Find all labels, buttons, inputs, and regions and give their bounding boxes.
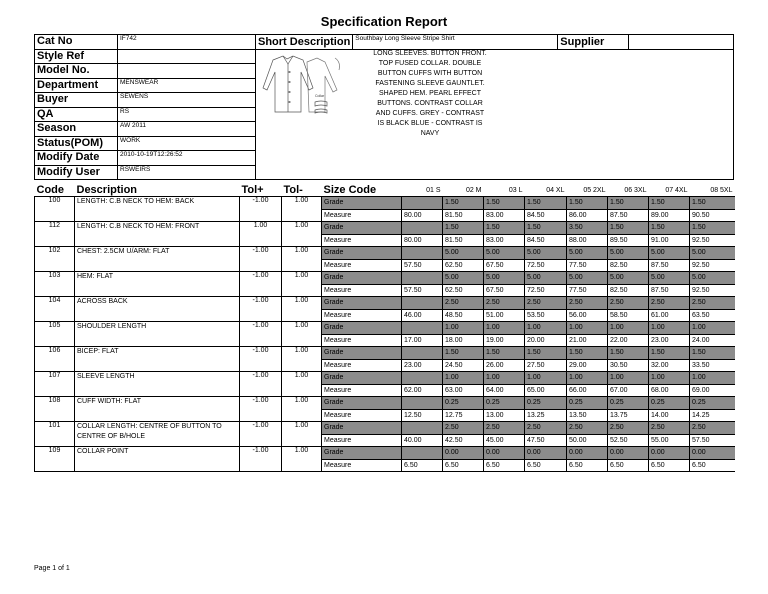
- tol-minus-cell: 1.00: [282, 197, 322, 222]
- grade-cell: 2.50: [608, 297, 649, 310]
- cat-no-label: Cat No: [35, 35, 118, 50]
- grade-cell: 0.25: [608, 397, 649, 410]
- measure-label: Measure: [322, 284, 402, 297]
- measure-cell: 55.00: [649, 434, 690, 447]
- grade-cell: [402, 372, 443, 385]
- tol-minus-cell: 1.00: [282, 222, 322, 247]
- measure-cell: 83.00: [484, 209, 525, 222]
- measure-cell: 22.00: [608, 334, 649, 347]
- measure-cell: 27.50: [525, 359, 567, 372]
- measure-cell: 6.50: [402, 459, 443, 472]
- status-label: Status(POM): [35, 136, 118, 151]
- grade-cell: 1.00: [525, 372, 567, 385]
- grade-cell: 1.00: [608, 322, 649, 335]
- code-cell: 106: [35, 347, 75, 372]
- measure-cell: 13.25: [525, 409, 567, 422]
- table-row: [35, 372, 735, 385]
- grade-cell: 2.50: [443, 422, 484, 435]
- spec-table-header: [35, 184, 735, 197]
- measure-label: Measure: [322, 309, 402, 322]
- tol-plus-cell: -1.00: [240, 247, 282, 272]
- measure-cell: 92.50: [690, 234, 735, 247]
- measure-cell: 20.00: [525, 334, 567, 347]
- measure-cell: 24.50: [443, 359, 484, 372]
- grade-cell: 0.00: [608, 447, 649, 460]
- measure-cell: 80.00: [402, 234, 443, 247]
- measure-cell: 6.50: [690, 459, 735, 472]
- measure-cell: 92.50: [690, 284, 735, 297]
- grade-cell: 1.50: [484, 222, 525, 235]
- tol-plus-cell: -1.00: [240, 347, 282, 372]
- measure-cell: 19.00: [484, 334, 525, 347]
- measure-cell: 62.00: [402, 384, 443, 397]
- measure-cell: 56.00: [567, 309, 608, 322]
- measure-cell: 63.50: [690, 309, 735, 322]
- grade-cell: 2.50: [484, 297, 525, 310]
- code-cell: 101: [35, 422, 75, 447]
- measure-label: Measure: [322, 459, 402, 472]
- measure-cell: 61.00: [649, 309, 690, 322]
- report-title: Specification Report: [320, 14, 448, 29]
- measure-cell: 81.50: [443, 209, 484, 222]
- grade-cell: [402, 272, 443, 285]
- qa-value: RS: [118, 107, 256, 122]
- grade-cell: 0.00: [484, 447, 525, 460]
- measure-cell: 57.50: [690, 434, 735, 447]
- code-cell: 103: [35, 272, 75, 297]
- grade-cell: [402, 197, 443, 210]
- department-value: MENSWEAR: [118, 78, 256, 93]
- table-row: [35, 422, 735, 435]
- measure-label: Measure: [322, 334, 402, 347]
- grade-label: Grade: [322, 297, 402, 310]
- measure-cell: 67.50: [484, 259, 525, 272]
- measure-label: Measure: [322, 234, 402, 247]
- grade-label: Grade: [322, 272, 402, 285]
- measure-cell: 67.00: [608, 384, 649, 397]
- grade-cell: 1.50: [608, 222, 649, 235]
- grade-cell: 1.00: [484, 322, 525, 335]
- measure-cell: 14.25: [690, 409, 735, 422]
- size-header: 07 4XL: [649, 184, 690, 197]
- cat-no-value: IF742: [118, 35, 256, 50]
- measure-cell: 24.00: [690, 334, 735, 347]
- grade-cell: 1.50: [649, 197, 690, 210]
- measure-cell: 63.00: [443, 384, 484, 397]
- tol-minus-header: Tol-: [282, 184, 322, 197]
- status-value: WORK: [118, 136, 256, 151]
- style-ref-value: [118, 49, 256, 64]
- grade-cell: 1.00: [443, 322, 484, 335]
- grade-cell: 1.00: [649, 322, 690, 335]
- grade-cell: 5.00: [608, 272, 649, 285]
- grade-cell: 1.00: [443, 372, 484, 385]
- measure-cell: 87.50: [649, 259, 690, 272]
- grade-cell: 5.00: [443, 272, 484, 285]
- buyer-label: Buyer: [35, 93, 118, 108]
- grade-cell: [402, 422, 443, 435]
- department-label: Department: [35, 78, 118, 93]
- grade-cell: 1.50: [567, 347, 608, 360]
- grade-cell: 1.00: [484, 372, 525, 385]
- size-header: 04 XL: [525, 184, 567, 197]
- grade-cell: 1.00: [690, 372, 735, 385]
- grade-label: Grade: [322, 347, 402, 360]
- page-footer: Page 1 of 1: [34, 565, 70, 572]
- grade-cell: 0.25: [443, 397, 484, 410]
- grade-cell: 2.50: [525, 297, 567, 310]
- description-cell: ACROSS BACK: [75, 297, 240, 322]
- grade-cell: 0.25: [649, 397, 690, 410]
- measure-label: Measure: [322, 384, 402, 397]
- modify-user-value: RSWEIRS: [118, 165, 256, 180]
- grade-cell: 2.50: [525, 422, 567, 435]
- tol-minus-cell: 1.00: [282, 422, 322, 447]
- description-cell: CUFF WIDTH: FLAT: [75, 397, 240, 422]
- grade-cell: 1.50: [690, 222, 735, 235]
- description-cell: LENGTH: C.B NECK TO HEM: FRONT: [75, 222, 240, 247]
- measure-cell: 13.75: [608, 409, 649, 422]
- measure-cell: 80.00: [402, 209, 443, 222]
- size-header: 01 S: [402, 184, 443, 197]
- measure-label: Measure: [322, 434, 402, 447]
- supplier-label: Supplier: [558, 35, 629, 50]
- measure-cell: 91.00: [649, 234, 690, 247]
- grade-cell: 5.00: [649, 272, 690, 285]
- grade-label: Grade: [322, 372, 402, 385]
- measure-cell: 72.50: [525, 284, 567, 297]
- description-cell: SHOULDER LENGTH: [75, 322, 240, 347]
- tol-plus-cell: -1.00: [240, 197, 282, 222]
- measure-cell: 45.00: [484, 434, 525, 447]
- measure-cell: 46.00: [402, 309, 443, 322]
- measure-cell: 18.00: [443, 334, 484, 347]
- description-header: Description: [75, 184, 240, 197]
- measure-cell: 51.00: [484, 309, 525, 322]
- table-row: [35, 397, 735, 410]
- measure-cell: 57.50: [402, 259, 443, 272]
- grade-cell: 0.25: [567, 397, 608, 410]
- tol-minus-cell: 1.00: [282, 447, 322, 472]
- grade-cell: 1.50: [649, 222, 690, 235]
- buyer-value: SEWENS: [118, 93, 256, 108]
- grade-label: Grade: [322, 222, 402, 235]
- measure-cell: 33.50: [690, 359, 735, 372]
- measure-cell: 62.50: [443, 284, 484, 297]
- code-cell: 105: [35, 322, 75, 347]
- measure-cell: 40.00: [402, 434, 443, 447]
- size-header: 06 3XL: [608, 184, 649, 197]
- measure-cell: 77.50: [567, 259, 608, 272]
- measure-cell: 86.00: [567, 209, 608, 222]
- grade-cell: [402, 347, 443, 360]
- grade-cell: 1.00: [567, 322, 608, 335]
- supplier-value: [629, 35, 734, 50]
- grade-cell: 0.00: [567, 447, 608, 460]
- measure-cell: 53.50: [525, 309, 567, 322]
- grade-cell: 0.25: [525, 397, 567, 410]
- grade-cell: 1.50: [608, 197, 649, 210]
- grade-cell: 5.00: [690, 247, 735, 260]
- measure-cell: 48.50: [443, 309, 484, 322]
- grade-cell: [402, 397, 443, 410]
- measure-cell: 77.50: [567, 284, 608, 297]
- spec-table: [34, 184, 735, 472]
- grade-cell: 0.00: [525, 447, 567, 460]
- sketch-label: Collar: [315, 94, 325, 98]
- measure-label: Measure: [322, 209, 402, 222]
- measure-cell: 42.50: [443, 434, 484, 447]
- grade-cell: 5.00: [484, 272, 525, 285]
- grade-cell: 0.00: [649, 447, 690, 460]
- season-label: Season: [35, 122, 118, 137]
- size-header: 03 L: [484, 184, 525, 197]
- code-cell: 108: [35, 397, 75, 422]
- tol-plus-header: Tol+: [240, 184, 282, 197]
- tol-plus-cell: -1.00: [240, 322, 282, 347]
- measure-cell: 26.00: [484, 359, 525, 372]
- measure-cell: 6.50: [567, 459, 608, 472]
- grade-cell: 1.00: [525, 322, 567, 335]
- grade-cell: 1.50: [608, 347, 649, 360]
- size-code-header: Size Code: [322, 184, 402, 197]
- modify-user-label: Modify User: [35, 165, 118, 180]
- grade-cell: 1.00: [649, 372, 690, 385]
- tol-plus-cell: -1.00: [240, 372, 282, 397]
- grade-label: Grade: [322, 322, 402, 335]
- grade-label: Grade: [322, 197, 402, 210]
- grade-cell: 5.00: [690, 272, 735, 285]
- shirt-sketch: [255, 50, 345, 125]
- grade-cell: 5.00: [608, 247, 649, 260]
- grade-cell: 1.50: [484, 347, 525, 360]
- season-value: AW 2011: [118, 122, 256, 137]
- measure-cell: 68.00: [649, 384, 690, 397]
- measure-cell: 58.50: [608, 309, 649, 322]
- grade-cell: 0.00: [443, 447, 484, 460]
- measure-cell: 57.50: [402, 284, 443, 297]
- tol-plus-cell: -1.00: [240, 422, 282, 447]
- tol-plus-cell: -1.00: [240, 397, 282, 422]
- code-cell: 102: [35, 247, 75, 272]
- tol-plus-cell: -1.00: [240, 297, 282, 322]
- description-cell: COLLAR POINT: [75, 447, 240, 472]
- grade-label: Grade: [322, 397, 402, 410]
- measure-cell: 23.00: [649, 334, 690, 347]
- measure-cell: 92.50: [690, 259, 735, 272]
- grade-cell: 1.50: [484, 197, 525, 210]
- tol-minus-cell: 1.00: [282, 272, 322, 297]
- grade-cell: 1.50: [649, 347, 690, 360]
- measure-cell: 82.50: [608, 284, 649, 297]
- grade-cell: 3.50: [567, 222, 608, 235]
- table-row: [35, 322, 735, 335]
- measure-cell: 17.00: [402, 334, 443, 347]
- measure-cell: 90.50: [690, 209, 735, 222]
- measure-cell: 30.50: [608, 359, 649, 372]
- grade-cell: 1.50: [443, 197, 484, 210]
- measure-cell: 52.50: [608, 434, 649, 447]
- grade-cell: 5.00: [567, 272, 608, 285]
- grade-cell: 0.25: [690, 397, 735, 410]
- qa-label: QA: [35, 107, 118, 122]
- tol-minus-cell: 1.00: [282, 297, 322, 322]
- grade-cell: 1.00: [608, 372, 649, 385]
- short-description-label: Short Description: [256, 35, 353, 50]
- measure-cell: 89.50: [608, 234, 649, 247]
- code-cell: 104: [35, 297, 75, 322]
- grade-cell: 1.50: [567, 197, 608, 210]
- measure-cell: 69.00: [690, 384, 735, 397]
- grade-label: Grade: [322, 422, 402, 435]
- measure-cell: 6.50: [443, 459, 484, 472]
- grade-cell: [402, 297, 443, 310]
- grade-label: Grade: [322, 447, 402, 460]
- grade-label: Grade: [322, 247, 402, 260]
- tol-plus-cell: -1.00: [240, 272, 282, 297]
- grade-cell: 1.50: [525, 197, 567, 210]
- description-cell: HEM: FLAT: [75, 272, 240, 297]
- measure-cell: 23.00: [402, 359, 443, 372]
- measure-cell: 87.50: [649, 284, 690, 297]
- grade-cell: 5.00: [525, 247, 567, 260]
- description-cell: SLEEVE LENGTH: [75, 372, 240, 397]
- grade-cell: 2.50: [443, 297, 484, 310]
- grade-cell: 2.50: [690, 297, 735, 310]
- measure-cell: 29.00: [567, 359, 608, 372]
- grade-cell: 5.00: [525, 272, 567, 285]
- measure-cell: 84.50: [525, 234, 567, 247]
- size-header: 08 5XL: [690, 184, 735, 197]
- grade-cell: 1.50: [690, 197, 735, 210]
- grade-cell: 1.50: [690, 347, 735, 360]
- table-row: [35, 197, 735, 210]
- measure-label: Measure: [322, 359, 402, 372]
- grade-cell: 5.00: [567, 247, 608, 260]
- measure-cell: 72.50: [525, 259, 567, 272]
- tol-minus-cell: 1.00: [282, 397, 322, 422]
- grade-cell: 1.50: [525, 222, 567, 235]
- code-cell: 109: [35, 447, 75, 472]
- measure-label: Measure: [322, 409, 402, 422]
- grade-cell: 2.50: [484, 422, 525, 435]
- grade-cell: 2.50: [567, 297, 608, 310]
- table-row: [35, 272, 735, 285]
- grade-cell: 2.50: [649, 422, 690, 435]
- measure-cell: 64.00: [484, 384, 525, 397]
- description-cell: LENGTH: C.B NECK TO HEM: BACK: [75, 197, 240, 222]
- modify-date-value: 2010-10-19T12:26:52: [118, 151, 256, 166]
- description-cell: BICEP: FLAT: [75, 347, 240, 372]
- table-row: [35, 222, 735, 235]
- measure-cell: 81.50: [443, 234, 484, 247]
- table-row: [35, 447, 735, 460]
- short-description-value: Southbay Long Sleeve Stripe Shirt: [353, 35, 558, 50]
- measure-cell: 6.50: [484, 459, 525, 472]
- tol-minus-cell: 1.00: [282, 372, 322, 397]
- measure-label: Measure: [322, 259, 402, 272]
- measure-cell: 88.00: [567, 234, 608, 247]
- measure-cell: 32.00: [649, 359, 690, 372]
- grade-cell: 1.50: [443, 222, 484, 235]
- grade-cell: 2.50: [690, 422, 735, 435]
- style-ref-label: Style Ref: [35, 49, 118, 64]
- code-cell: 112: [35, 222, 75, 247]
- size-header: 05 2XL: [567, 184, 608, 197]
- tol-minus-cell: 1.00: [282, 322, 322, 347]
- size-header: 02 M: [443, 184, 484, 197]
- measure-cell: 14.00: [649, 409, 690, 422]
- table-row: [35, 247, 735, 260]
- description-cell: COLLAR LENGTH: CENTRE OF BUTTON TO CENTRE OF B/HOLE: [75, 422, 240, 447]
- measure-cell: 13.00: [484, 409, 525, 422]
- grade-cell: 5.00: [649, 247, 690, 260]
- code-cell: 107: [35, 372, 75, 397]
- grade-cell: [402, 222, 443, 235]
- grade-cell: [402, 322, 443, 335]
- tol-plus-cell: -1.00: [240, 447, 282, 472]
- shirt-sketch-icon: [255, 50, 345, 125]
- tol-minus-cell: 1.00: [282, 347, 322, 372]
- grade-cell: 0.25: [484, 397, 525, 410]
- grade-cell: [402, 247, 443, 260]
- tol-plus-cell: 1.00: [240, 222, 282, 247]
- measure-cell: 66.00: [567, 384, 608, 397]
- measure-cell: 62.50: [443, 259, 484, 272]
- table-row: [35, 347, 735, 360]
- grade-cell: 1.50: [443, 347, 484, 360]
- measure-cell: 13.50: [567, 409, 608, 422]
- measure-cell: 21.00: [567, 334, 608, 347]
- measure-cell: 6.50: [608, 459, 649, 472]
- grade-cell: 5.00: [443, 247, 484, 260]
- model-no-value: [118, 64, 256, 79]
- measure-cell: 6.50: [525, 459, 567, 472]
- grade-cell: 5.00: [484, 247, 525, 260]
- measure-cell: 83.00: [484, 234, 525, 247]
- measure-cell: 87.50: [608, 209, 649, 222]
- code-cell: 100: [35, 197, 75, 222]
- grade-cell: 0.00: [690, 447, 735, 460]
- grade-cell: 2.50: [608, 422, 649, 435]
- measure-cell: 82.50: [608, 259, 649, 272]
- measure-cell: 12.50: [402, 409, 443, 422]
- code-header: Code: [35, 184, 75, 197]
- grade-cell: [402, 447, 443, 460]
- measure-cell: 84.50: [525, 209, 567, 222]
- grade-cell: 2.50: [567, 422, 608, 435]
- measure-cell: 12.75: [443, 409, 484, 422]
- measure-cell: 67.50: [484, 284, 525, 297]
- measure-cell: 6.50: [649, 459, 690, 472]
- grade-cell: 1.50: [525, 347, 567, 360]
- measure-cell: 50.00: [567, 434, 608, 447]
- measure-cell: 47.50: [525, 434, 567, 447]
- modify-date-label: Modify Date: [35, 151, 118, 166]
- measure-cell: 65.00: [525, 384, 567, 397]
- description-cell: CHEST: 2.5CM U/ARM: FLAT: [75, 247, 240, 272]
- grade-cell: 1.00: [690, 322, 735, 335]
- model-no-label: Model No.: [35, 64, 118, 79]
- tol-minus-cell: 1.00: [282, 247, 322, 272]
- table-row: [35, 297, 735, 310]
- grade-cell: 1.00: [567, 372, 608, 385]
- long-description: LONG SLEEVES. BUTTON FRONT. TOP FUSED COLLAR. DOUBLE BUTTON CUFFS WITH BUTTON FASTENING SLEEVE GAUNTLET. SHAPED HEM. PEARL EFFECT BUTTONS. CONTRAST COLLAR AND CUFFS. GREY - CONTRAST IS BLACK BLUE - CONTRAST IS NAVY: [373, 50, 487, 137]
- measure-cell: 89.00: [649, 209, 690, 222]
- grade-cell: 2.50: [649, 297, 690, 310]
